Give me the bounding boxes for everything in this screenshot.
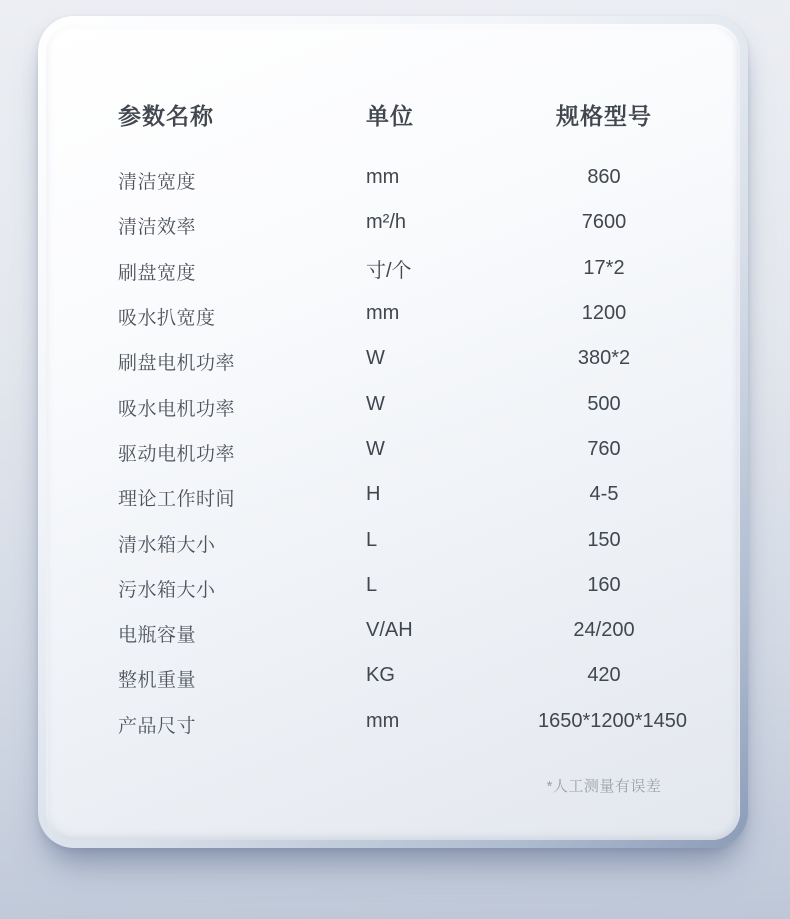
table-row <box>118 294 670 339</box>
param-value: 150 <box>587 528 621 551</box>
param-label: 吸水扒宽度 <box>118 308 216 330</box>
measurement-disclaimer: *人工测量有误差 <box>546 777 662 795</box>
param-unit: mm <box>366 302 400 325</box>
param-value: 420 <box>587 664 621 687</box>
param-unit: KG <box>366 664 395 687</box>
param-unit: m²/h <box>366 211 406 234</box>
param-unit: H <box>366 483 381 506</box>
param-value: 760 <box>587 437 621 460</box>
table-row <box>118 339 670 384</box>
param-label: 电瓶容量 <box>118 625 197 647</box>
table-row <box>118 158 670 203</box>
param-value: 1650*1200*1450 <box>538 709 688 732</box>
param-unit: W <box>366 347 385 370</box>
table-body <box>118 158 688 747</box>
param-value: 4-5 <box>589 483 619 506</box>
table-row <box>118 611 670 656</box>
param-value: 160 <box>587 573 621 596</box>
param-value: 17*2 <box>583 256 625 279</box>
param-label: 清水箱大小 <box>118 534 216 556</box>
header-spec-model: 规格型号 <box>556 103 652 129</box>
param-value: 1200 <box>581 302 627 325</box>
param-label: 刷盘电机功率 <box>118 353 236 375</box>
spec-glass-frame <box>38 16 748 848</box>
param-value: 7600 <box>581 211 627 234</box>
spec-table <box>46 24 740 796</box>
table-row <box>118 430 670 475</box>
table-header-row <box>118 98 670 128</box>
param-unit: W <box>366 392 385 415</box>
table-row <box>118 566 670 611</box>
param-unit: V/AH <box>366 619 413 642</box>
param-label: 刷盘宽度 <box>118 262 197 284</box>
table-row <box>118 702 688 747</box>
table-row <box>118 384 670 429</box>
param-unit: 寸/个 <box>366 259 412 282</box>
param-value: 500 <box>587 392 621 415</box>
header-unit: 单位 <box>366 103 414 129</box>
footnote-row <box>118 775 670 796</box>
param-label: 吸水电机功率 <box>118 398 236 420</box>
param-label: 驱动电机功率 <box>118 443 236 465</box>
param-unit: L <box>366 573 378 596</box>
param-label: 理论工作时间 <box>118 489 236 511</box>
param-unit: L <box>366 528 378 551</box>
spec-panel <box>46 24 740 840</box>
param-label: 清洁效率 <box>118 217 197 239</box>
header-param-name: 参数名称 <box>118 103 214 129</box>
param-label: 污水箱大小 <box>118 579 216 601</box>
table-row <box>118 520 670 565</box>
param-value: 860 <box>587 166 621 189</box>
param-label: 整机重量 <box>118 670 197 692</box>
param-label: 产品尺寸 <box>118 715 197 737</box>
param-value: 380*2 <box>577 347 631 370</box>
param-unit: mm <box>366 166 400 189</box>
table-row <box>118 475 670 520</box>
param-value: 24/200 <box>573 619 635 642</box>
param-unit: W <box>366 437 385 460</box>
param-unit: mm <box>366 709 400 732</box>
table-row <box>118 203 670 248</box>
param-label: 清洁宽度 <box>118 172 197 194</box>
table-row <box>118 249 670 294</box>
table-row <box>118 656 670 701</box>
